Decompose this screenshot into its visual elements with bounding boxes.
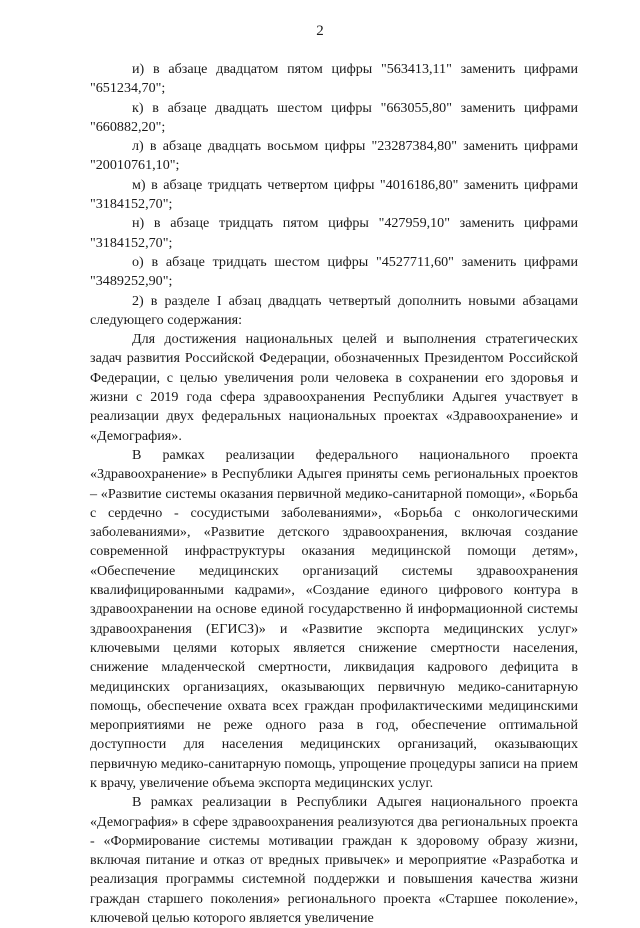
paragraph-national-goals: Для достижения национальных целей и выполнения стратегических задач развития Российской Федерации, обозначенных Президентом Российской Федерации, с целью увеличения роли человека в сохранении его здоровья и жизни с 2019 года сфера здравоохранения Республики Адыгея участвует в реализации двух федеральных национальных проектах «Здравоохранение» и «Демография». <box>90 331 578 444</box>
paragraph-item-k: к) в абзаце двадцать шестом цифры "663055,80" заменить цифрами "660882,20"; <box>90 99 578 135</box>
paragraph-item-n: н) в абзаце тридцать пятом цифры "427959,10" заменить цифрами "3184152,70"; <box>90 215 578 251</box>
document-body <box>90 60 578 928</box>
paragraph-healthcare-project: В рамках реализации федерального национального проекта «Здравоохранение» в Республики Адыгея приняты семь региональных проектов – «Развитие системы оказания первичной медико-санитарной помощи», «Борьба с сердечно - сосудистыми заболеваниями», «Борьба с онкологическими заболеваниями», «Развитие детского здравоохранения, включая создание современной инфраструктуры оказания медицинской помощи детям», «Обеспечение медицинских организаций системы здравоохранения квалифицированными кадрами», «Создание единого цифрового контура в здравоохранении на основе единой государственно й информационной системы здравоохранения (ЕГИСЗ)» и «Развитие экспорта медицинских услуг» ключевыми целями которых является снижение смертности населения, снижение младенческой смертности, ликвидация кадрового дефицита в медицинских организациях, оказывающих первичную медико-санитарную помощь, обеспечение охвата всех граждан профилактическими медицинскими мероприятиями не реже одного раза в год, обеспечение оптимальной доступности для населения медицинских организаций, оказывающих первичную медико-санитарную помощь, упрощение процедуры записи на прием к врачу, увеличение объема экспорта медицинских услуг. <box>90 446 578 791</box>
paragraph-item-m: м) в абзаце тридцать четвертом цифры "4016186,80" заменить цифрами "3184152,70"; <box>90 176 578 213</box>
paragraph-item-l: л) в абзаце двадцать восьмом цифры "23287384,80" заменить цифрами "20010761,10"; <box>90 138 578 174</box>
paragraph-section-amendment: 2) в разделе I абзац двадцать четвертый дополнить новыми абзацами следующего содержания: <box>90 292 578 328</box>
paragraph-item-o: о) в абзаце тридцать шестом цифры "4527711,60" заменить цифрами "3489252,90"; <box>90 253 578 290</box>
page-number: 2 <box>316 23 324 39</box>
paragraph-demography-project: В рамках реализации в Республики Адыгея национального проекта «Демография» в сфере здравоохранения реализуются два региональных проекта - «Формирование системы мотивации граждан к здоровому образу жизни, включая питание и отказ от вредных привычек» и мероприятие «Разработка и реализация программы системной поддержки и повышения качества жизни граждан старшего поколения» регионального проекта «Старшее поколение», ключевой целью которого является увеличение <box>90 794 578 927</box>
paragraph-item-i: и) в абзаце двадцатом пятом цифры "563413,11" заменить цифрами "651234,70"; <box>90 61 578 97</box>
